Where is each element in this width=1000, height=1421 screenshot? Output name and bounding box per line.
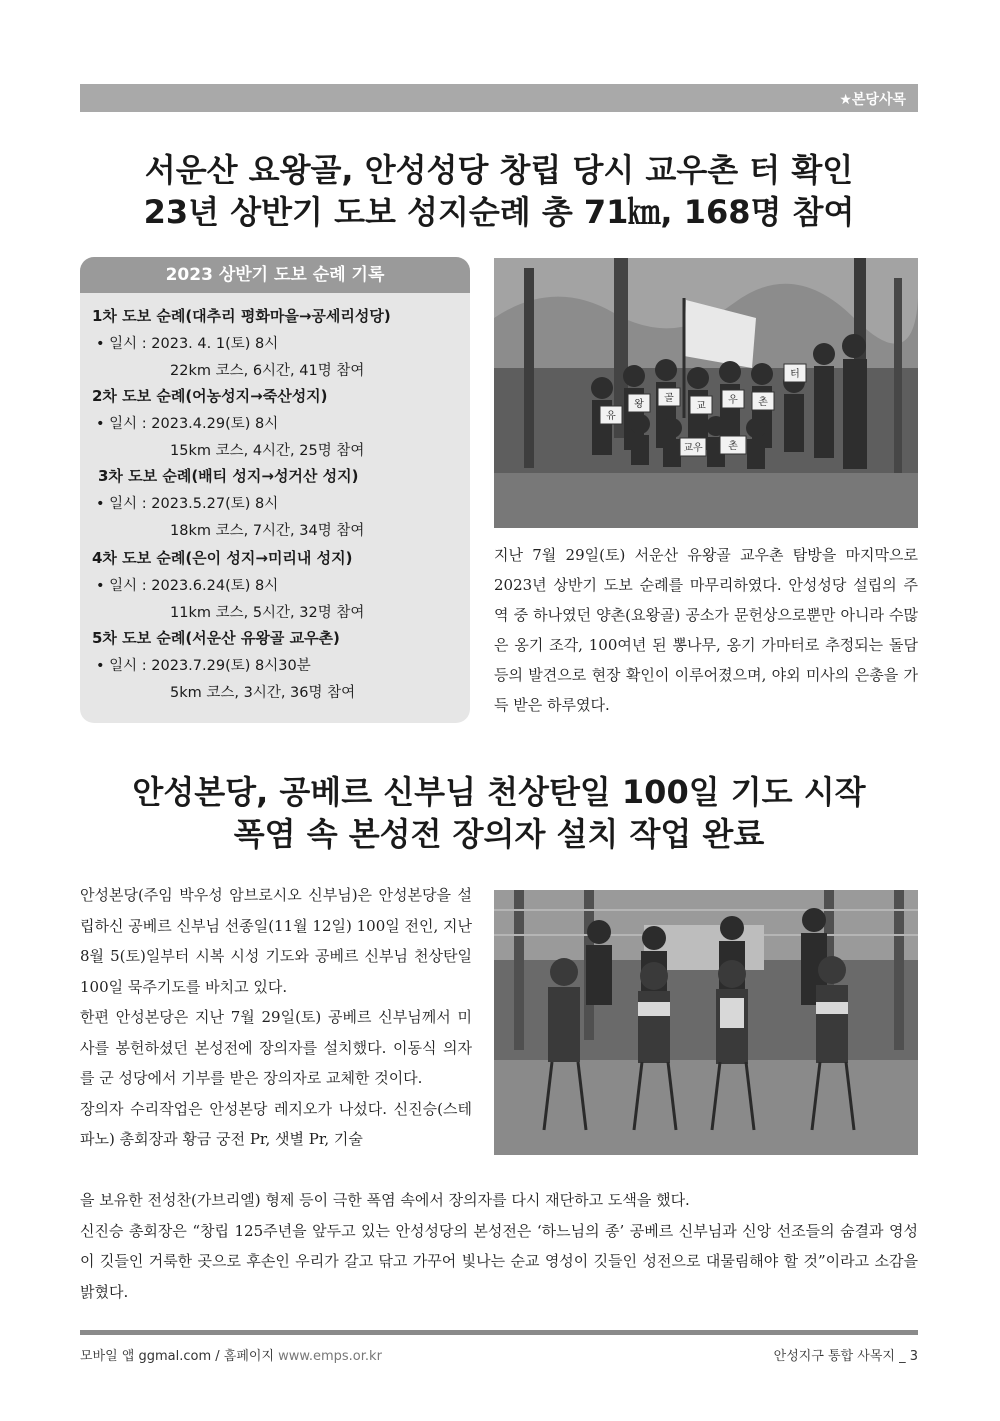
record-item <box>92 385 462 460</box>
photo-sign-text: 교 <box>696 401 706 412</box>
article2-headline-line1: 안성본당, 공베르 신부님 천상탄일 100일 기도 시작 <box>132 773 866 811</box>
footer-page-number: 안성지구 통합 사목지 _ 3 <box>773 1349 918 1364</box>
record-date: • 일시 : 2023.6.24(토) 8시 <box>96 578 279 594</box>
church-group-photo <box>494 890 918 1155</box>
record-title: 5차 도보 순례(서운산 유왕골 교우촌) <box>92 629 340 647</box>
record-box-title: 2023 상반기 도보 순례 기록 <box>80 257 470 293</box>
photo-sign-text: 촌 <box>758 397 768 408</box>
record-item <box>92 627 462 702</box>
record-title: 1차 도보 순례(대추리 평화마을→공세리성당) <box>92 307 391 325</box>
photo-sign-text: 교우 <box>683 443 703 454</box>
article1-headline-line2: 23년 상반기 도보 성지순례 총 71㎞, 168명 참여 <box>143 193 855 231</box>
article1-caption: 지난 7월 29일(토) 서운산 유왕골 교우촌 탐방을 마지막으로 2023년 상반기 도보 순례를 마무리하였다. 안성성당 설립의 주역 중 하나였던 양촌(요왕골) 공소가 문헌상으로뿐만 아니라 수많은 옹기 조각, 100여년 된 뽕나무, 옹기 가마터로 추정되는 돌담 등의 발견으로 현장 확인이 이루어졌으며, 야외 미사의 은총을 가득 받은 하루였다. <box>494 546 918 714</box>
record-date: • 일시 : 2023.4.29(토) 8시 <box>96 416 279 432</box>
article1-headline <box>80 148 918 234</box>
record-date: • 일시 : 2023.5.27(토) 8시 <box>96 496 279 512</box>
article2-body-fullwidth <box>80 1185 918 1307</box>
section-label: ★본당사목 <box>839 92 906 108</box>
record-title: 3차 도보 순례(배티 성지→성거산 성지) <box>98 467 359 485</box>
record-title: 2차 도보 순례(어농성지→죽산성지) <box>92 387 328 405</box>
pilgrimage-group-photo <box>494 258 918 528</box>
record-item <box>98 465 468 540</box>
photo-sign-text: 촌 <box>728 441 738 452</box>
record-detail: 18km 코스, 7시간, 34명 참여 <box>170 523 365 539</box>
article1-headline-line1: 서운산 요왕골, 안성성당 창립 당시 교우촌 터 확인 <box>144 151 854 189</box>
article2-headline-line2: 폭염 속 본성전 장의자 설치 작업 완료 <box>233 815 765 853</box>
footer-divider <box>80 1330 918 1335</box>
footer-contact-label: 모바일 앱 ggmal.com / 홈페이지 <box>80 1349 279 1364</box>
church-interior-illustration <box>494 890 918 1155</box>
homepage-link[interactable]: www.emps.or.kr <box>278 1349 382 1364</box>
record-detail: 22km 코스, 6시간, 41명 참여 <box>170 363 365 379</box>
record-detail: 11km 코스, 5시간, 32명 참여 <box>170 605 365 621</box>
article2-body-column <box>80 880 472 1155</box>
photo-sign-text: 골 <box>664 393 674 404</box>
photo-sign-text: 왕 <box>634 399 644 410</box>
article2-headline <box>80 770 918 856</box>
section-header-bar <box>80 84 918 112</box>
record-detail: 5km 코스, 3시간, 36명 참여 <box>170 685 356 701</box>
forest-group-illustration <box>494 258 918 528</box>
photo-sign-text: 유 <box>606 411 616 422</box>
footer-contact <box>80 1345 382 1364</box>
record-date: • 일시 : 2023. 4. 1(토) 8시 <box>96 336 279 352</box>
article2-paragraph: 신진승 총회장은 “창립 125주년을 앞두고 있는 안성성당의 본성전은 ‘하느님의 종’ 공베르 신부님과 신앙 선조들의 숨결과 영성이 깃들인 거룩한 곳으로 후손인 우리가 갈고 닦고 가꾸어 빛나는 순교 영성이 깃들인 성전으로 대물림해야 할 것”이라고 소감을 밝혔다. <box>80 1221 918 1301</box>
record-date: • 일시 : 2023.7.29(토) 8시30분 <box>96 658 311 674</box>
article2-paragraph: 을 보유한 전성찬(가브리엘) 형제 등이 극한 폭염 속에서 장의자를 다시 재단하고 도색을 했다. <box>80 1191 690 1209</box>
photo-sign-text: 터 <box>790 369 800 380</box>
article2-paragraph: 한편 안성본당은 지난 7월 29일(토) 공베르 신부님께서 미사를 봉헌하셨던 본성전에 장의자를 설치했다. 이동식 의자를 군 성당에서 기부를 받은 장의자로 교체한 것이다. <box>80 1008 472 1087</box>
record-item <box>92 305 462 380</box>
record-detail: 15km 코스, 4시간, 25명 참여 <box>170 443 365 459</box>
photo-sign-text: 우 <box>728 395 738 406</box>
record-title: 4차 도보 순례(은이 성지→미리내 성지) <box>92 549 353 567</box>
record-item <box>92 547 462 622</box>
article2-paragraph: 장의자 수리작업은 안성본당 레지오가 나섰다. 신진승(스테파노) 총회장과 황금 궁전 Pr, 샛별 Pr, 기술 <box>80 1099 472 1148</box>
article2-paragraph: 안성본당(주임 박우성 암브로시오 신부님)은 안성본당을 설립하신 공베르 신부님 선종일(11월 12일) 100일 전인, 지난 8월 5(토)일부터 시복 시성 기도와 공베르 신부님 천상탄일 100일 묵주기도를 바치고 있다. <box>80 886 472 996</box>
pilgrimage-record-box <box>80 257 470 723</box>
